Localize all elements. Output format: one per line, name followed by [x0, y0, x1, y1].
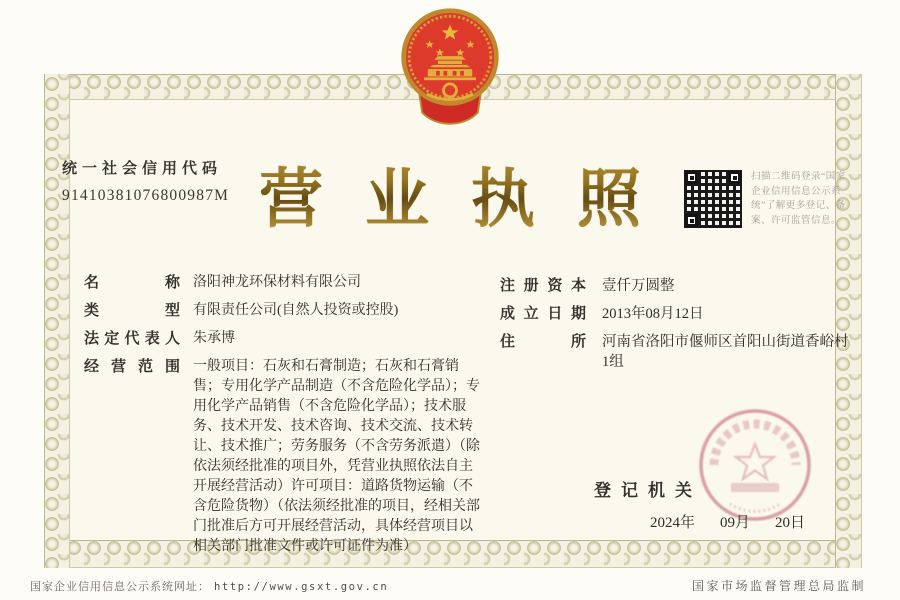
field-value-registered-capital: 壹仟万圆整 [602, 278, 675, 294]
field-value-business-scope: 一般项目：石灰和石膏制造；石灰和石膏销售；专用化学产品制造（不含危险化学品）；专用化学产品销售（不含危险化学品）；技术服务、技术开发、技术咨询、技术交流、技术转让、技术推广；劳务服务（不含劳务派遣）（除依法须经批准的项目外，凭营业执照依法自主开展经营活动）许可项目：道路货物运输（不含危险货物）（依法须经批准的项目，经相关部门批准后方可开展经营活动，具体经营项目以相关部门批准文件或许可证件为准） [193, 359, 480, 554]
issue-date-day: 20日 [775, 515, 806, 531]
field-label-name: 名称 [84, 275, 180, 291]
qr-code-icon [684, 170, 742, 228]
field-row-address [500, 332, 852, 372]
field-label-type: 类型 [84, 303, 180, 319]
field-row-registered-capital [500, 276, 852, 296]
field-row-legal-rep [84, 329, 484, 349]
issue-date-year: 2024年 [650, 515, 696, 531]
field-row-type [84, 301, 484, 321]
field-label-registered-capital: 注册资本 [500, 278, 586, 294]
footer-website-label: 国家企业信用信息公示系统网址： [30, 581, 210, 593]
credit-code-label: 统一社会信用代码 [62, 161, 223, 177]
field-label-establish-date: 成立日期 [500, 306, 586, 322]
field-label-legal-rep: 法定代表人 [84, 331, 180, 347]
qr-finder-top-right [728, 171, 741, 184]
qr-finder-bottom-left [685, 214, 698, 227]
registration-authority-label: 登记机关 [594, 481, 702, 500]
field-row-name [84, 273, 484, 293]
field-value-establish-date: 2013年08月12日 [602, 306, 704, 322]
fields-left-column [84, 273, 484, 565]
qr-caption: 扫描二维码登录“国家企业信用信息公示系统”了解更多登记、备案、许可监管信息。 [751, 172, 846, 227]
field-label-address: 住所 [500, 334, 586, 350]
field-value-legal-rep: 朱承博 [193, 331, 235, 346]
field-value-address: 河南省洛阳市偃师区首阳山街道香峪村1组 [602, 334, 849, 370]
fields-right-column [500, 276, 852, 380]
field-value-type: 有限责任公司(自然人投资或控股) [193, 303, 399, 318]
footer-issuing-body: 国家市场监督管理总局监制 [691, 579, 866, 593]
issue-date-month: 09月 [720, 515, 751, 531]
field-row-business-scope [84, 357, 484, 557]
qr-finder-top-left [685, 171, 698, 184]
field-label-business-scope: 经营范围 [84, 359, 180, 375]
qr-block [684, 170, 847, 229]
field-row-establish-date [500, 304, 852, 324]
field-value-name: 洛阳神龙环保材料有限公司 [193, 275, 361, 290]
issue-date [650, 511, 805, 532]
footer-website-url: http://www.gsxt.gov.cn [214, 581, 389, 593]
certificate-title: 营业执照 [259, 148, 683, 240]
credit-code-value: 91410381076800987M [62, 187, 230, 204]
